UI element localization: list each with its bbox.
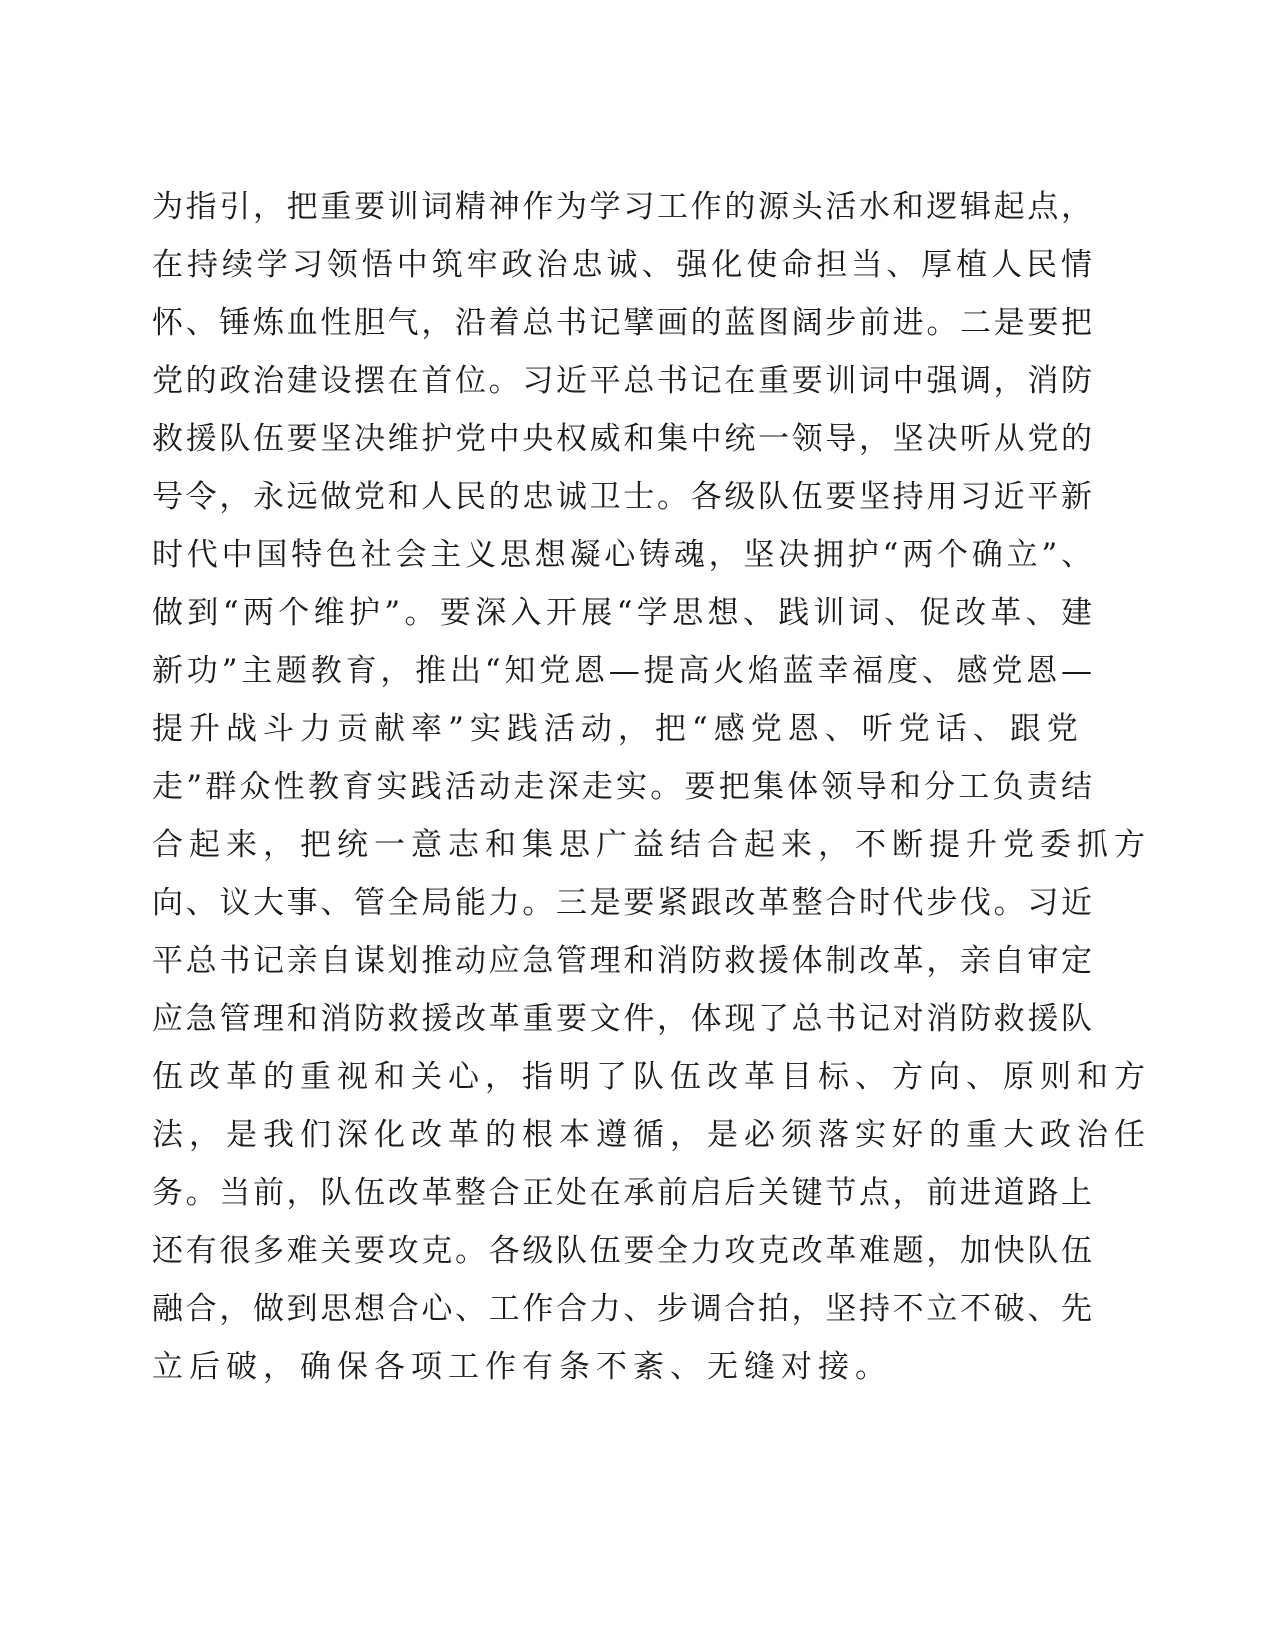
text-line: 党的政治建设摆在首位。习近平总书记在重要训词中强调，消防 bbox=[152, 363, 1092, 399]
text-line: 做到“两个维护”。要深入开展“学思想、践训词、促改革、建 bbox=[152, 595, 1092, 631]
text-line: 平总书记亲自谋划推动应急管理和消防救援体制改革，亲自审定 bbox=[152, 943, 1092, 979]
text-line: 还有很多难关要攻克。各级队伍要全力攻克改革难题，加快队伍 bbox=[152, 1233, 1092, 1269]
body-paragraph bbox=[152, 178, 1151, 1396]
text-line: 提升战斗力贡献率”实践活动，把“感党恩、听党话、跟党 bbox=[152, 711, 1084, 747]
text-line: 救援队伍要坚决维护党中央权威和集中统一领导，坚决听从党的 bbox=[152, 421, 1092, 457]
text-line: 伍改革的重视和关心，指明了队伍改革目标、方向、原则和方 bbox=[152, 1059, 1151, 1095]
text-line: 新功”主题教育，推出“知党恩—提高火焰蓝幸福度、感党恩— bbox=[152, 653, 1092, 689]
text-line: 应急管理和消防救援改革重要文件，体现了总书记对消防救援队 bbox=[152, 1001, 1092, 1037]
text-line: 法，是我们深化改革的根本遵循，是必须落实好的重大政治任 bbox=[152, 1117, 1151, 1153]
text-line: 怀、锤炼血性胆气，沿着总书记擘画的蓝图阔步前进。二是要把 bbox=[152, 305, 1092, 341]
text-line: 融合，做到思想合心、工作合力、步调合拍，坚持不立不破、先 bbox=[152, 1291, 1092, 1327]
text-line: 立后破，确保各项工作有条不紊、无缝对接。 bbox=[152, 1349, 892, 1385]
text-line: 在持续学习领悟中筑牢政治忠诚、强化使命担当、厚植人民情 bbox=[152, 247, 1092, 283]
text-line: 为指引，把重要训词精神作为学习工作的源头活水和逻辑起点， bbox=[152, 189, 1092, 225]
text-line: 合起来，把统一意志和集思广益结合起来，不断提升党委抓方 bbox=[152, 827, 1151, 863]
text-line: 走”群众性教育实践活动走深走实。要把集体领导和分工负责结 bbox=[152, 769, 1092, 805]
text-line: 号令，永远做党和人民的忠诚卫士。各级队伍要坚持用习近平新 bbox=[152, 479, 1092, 515]
text-line: 向、议大事、管全局能力。三是要紧跟改革整合时代步伐。习近 bbox=[152, 885, 1092, 921]
text-line: 务。当前，队伍改革整合正处在承前启后关键节点，前进道路上 bbox=[152, 1175, 1092, 1211]
text-line: 时代中国特色社会主义思想凝心铸魂，坚决拥护“两个确立”、 bbox=[152, 537, 1092, 573]
